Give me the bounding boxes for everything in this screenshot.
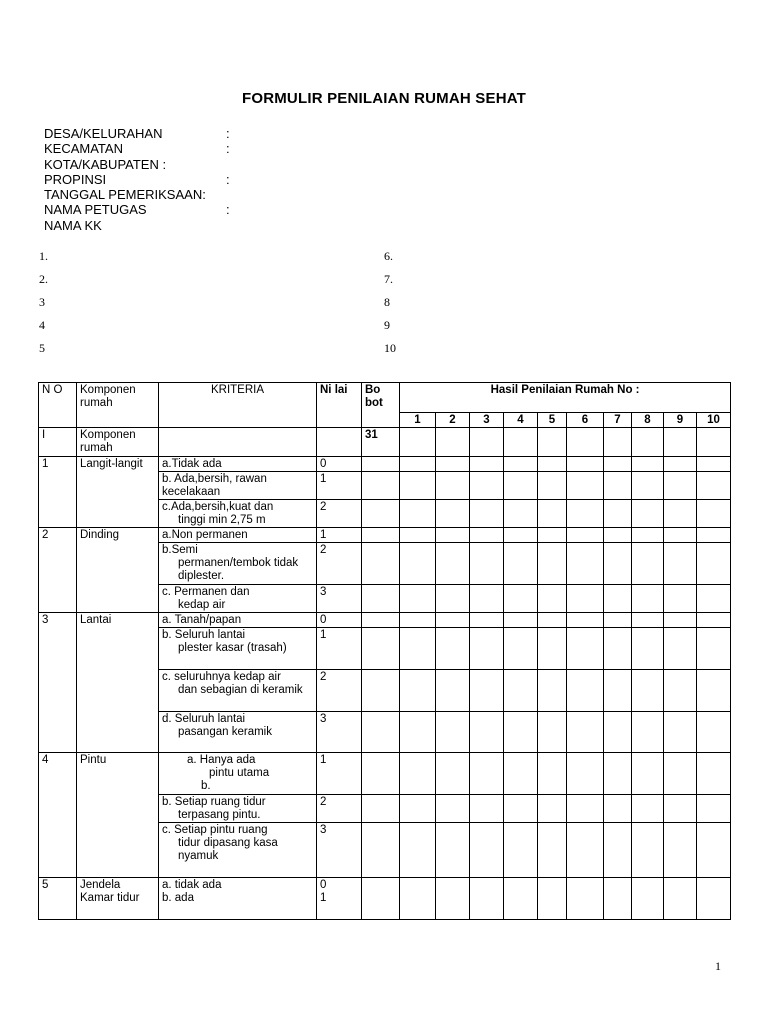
row-no: 4 bbox=[39, 753, 77, 878]
row-komponen: Jendela Kamar tidur bbox=[77, 878, 159, 920]
row-komponen: Dinding bbox=[77, 528, 159, 613]
row-no: 2 bbox=[39, 528, 77, 613]
list-item: 6. bbox=[384, 249, 393, 263]
table-row bbox=[39, 878, 731, 920]
row-no: 5 bbox=[39, 878, 77, 920]
kriteria: c. seluruhnya kedap air dan sebagian di keramik bbox=[159, 670, 317, 712]
info-colon: : bbox=[226, 171, 230, 187]
kriteria: b.Semi permanen/tembok tidak diplester. bbox=[159, 543, 317, 585]
info-block bbox=[44, 126, 230, 233]
nilai: 0 bbox=[317, 457, 362, 472]
row-komponen: Langit-langit bbox=[77, 457, 159, 528]
kriteria: c. Setiap pintu ruang tidur dipasang kasa nyamuk bbox=[159, 823, 317, 878]
page-number: 1 bbox=[715, 959, 721, 973]
kk-list-right bbox=[384, 250, 396, 365]
row-no: 1 bbox=[39, 457, 77, 528]
list-item: 7. bbox=[384, 272, 393, 286]
info-label: KECAMATAN bbox=[44, 141, 123, 157]
kriteria: b. Ada,bersih, rawan kecelakaan bbox=[159, 472, 317, 500]
kriteria: c.Ada,bersih,kuat dan tinggi min 2,75 m bbox=[159, 500, 317, 528]
info-label: PROPINSI bbox=[44, 171, 107, 187]
kriteria: a.Tidak ada bbox=[159, 457, 317, 472]
house-number: 6 bbox=[567, 413, 604, 428]
info-label: NAMA KK bbox=[44, 217, 102, 233]
list-item: 10 bbox=[384, 341, 396, 355]
kriteria: a. tidak ada b. ada bbox=[159, 878, 317, 920]
info-label: TANGGAL PEMERIKSAAN: bbox=[44, 187, 206, 203]
table-row bbox=[39, 753, 731, 795]
header-bobot: Bo bot bbox=[362, 383, 400, 428]
kriteria: b. Seluruh lantai plester kasar (trasah) bbox=[159, 628, 317, 670]
nilai: 2 bbox=[317, 543, 362, 585]
kriteria: b. Setiap ruang tidur terpasang pintu. bbox=[159, 795, 317, 823]
list-item: 4 bbox=[39, 318, 45, 332]
section-bobot: 31 bbox=[362, 428, 400, 457]
house-number: 7 bbox=[604, 413, 632, 428]
page-title: FORMULIR PENILAIAN RUMAH SEHAT bbox=[241, 90, 527, 107]
info-label: NAMA PETUGAS bbox=[44, 202, 147, 218]
house-number: 1 bbox=[400, 413, 436, 428]
list-item: 9 bbox=[384, 318, 390, 332]
nilai: 3 bbox=[317, 823, 362, 878]
nilai: 2 bbox=[317, 795, 362, 823]
list-item: 2. bbox=[39, 272, 48, 286]
kriteria: a. Tanah/papan bbox=[159, 613, 317, 628]
kriteria: c. Permanen dan kedap air bbox=[159, 585, 317, 613]
header-komponen: Komponen rumah bbox=[77, 383, 159, 428]
kk-list-left bbox=[39, 250, 48, 365]
info-colon: : bbox=[226, 141, 230, 157]
row-komponen: Lantai bbox=[77, 613, 159, 753]
nilai: 1 bbox=[317, 753, 362, 795]
nilai: 0 bbox=[317, 613, 362, 628]
section-label: Komponen rumah bbox=[77, 428, 159, 457]
section-no: I bbox=[39, 428, 77, 457]
list-item: 5 bbox=[39, 341, 45, 355]
header-no: N O bbox=[39, 383, 77, 428]
list-item: 1. bbox=[39, 249, 48, 263]
kriteria: d. Seluruh lantai pasangan keramik bbox=[159, 712, 317, 753]
nilai: 3 bbox=[317, 712, 362, 753]
house-number: 9 bbox=[664, 413, 697, 428]
nilai: 0 1 bbox=[317, 878, 362, 920]
nilai: 2 bbox=[317, 500, 362, 528]
table-row bbox=[39, 613, 731, 628]
nilai: 2 bbox=[317, 670, 362, 712]
header-hasil: Hasil Penilaian Rumah No : bbox=[400, 383, 731, 413]
list-item: 8 bbox=[384, 295, 390, 309]
info-colon: : bbox=[226, 126, 230, 141]
list-item: 3 bbox=[39, 295, 45, 309]
house-number: 3 bbox=[470, 413, 504, 428]
house-number: 2 bbox=[436, 413, 470, 428]
row-komponen: Pintu bbox=[77, 753, 159, 878]
house-number: 10 bbox=[697, 413, 731, 428]
nilai: 1 bbox=[317, 528, 362, 543]
kriteria: a.Non permanen bbox=[159, 528, 317, 543]
table-row bbox=[39, 528, 731, 543]
nilai: 1 bbox=[317, 472, 362, 500]
header-kriteria: KRITERIA bbox=[159, 383, 317, 428]
assessment-table bbox=[38, 382, 731, 920]
info-label: DESA/KELURAHAN bbox=[44, 126, 163, 141]
header-nilai: Ni lai bbox=[317, 383, 362, 428]
info-label: KOTA/KABUPATEN : bbox=[44, 156, 167, 172]
house-number: 8 bbox=[632, 413, 664, 428]
nilai: 3 bbox=[317, 585, 362, 613]
house-number: 4 bbox=[504, 413, 538, 428]
section-row bbox=[39, 428, 731, 457]
info-colon: : bbox=[226, 202, 230, 218]
house-number: 5 bbox=[538, 413, 567, 428]
table-row bbox=[39, 457, 731, 472]
kriteria: a. Hanya ada pintu utama b. bbox=[159, 753, 317, 795]
nilai: 1 bbox=[317, 628, 362, 670]
row-no: 3 bbox=[39, 613, 77, 753]
